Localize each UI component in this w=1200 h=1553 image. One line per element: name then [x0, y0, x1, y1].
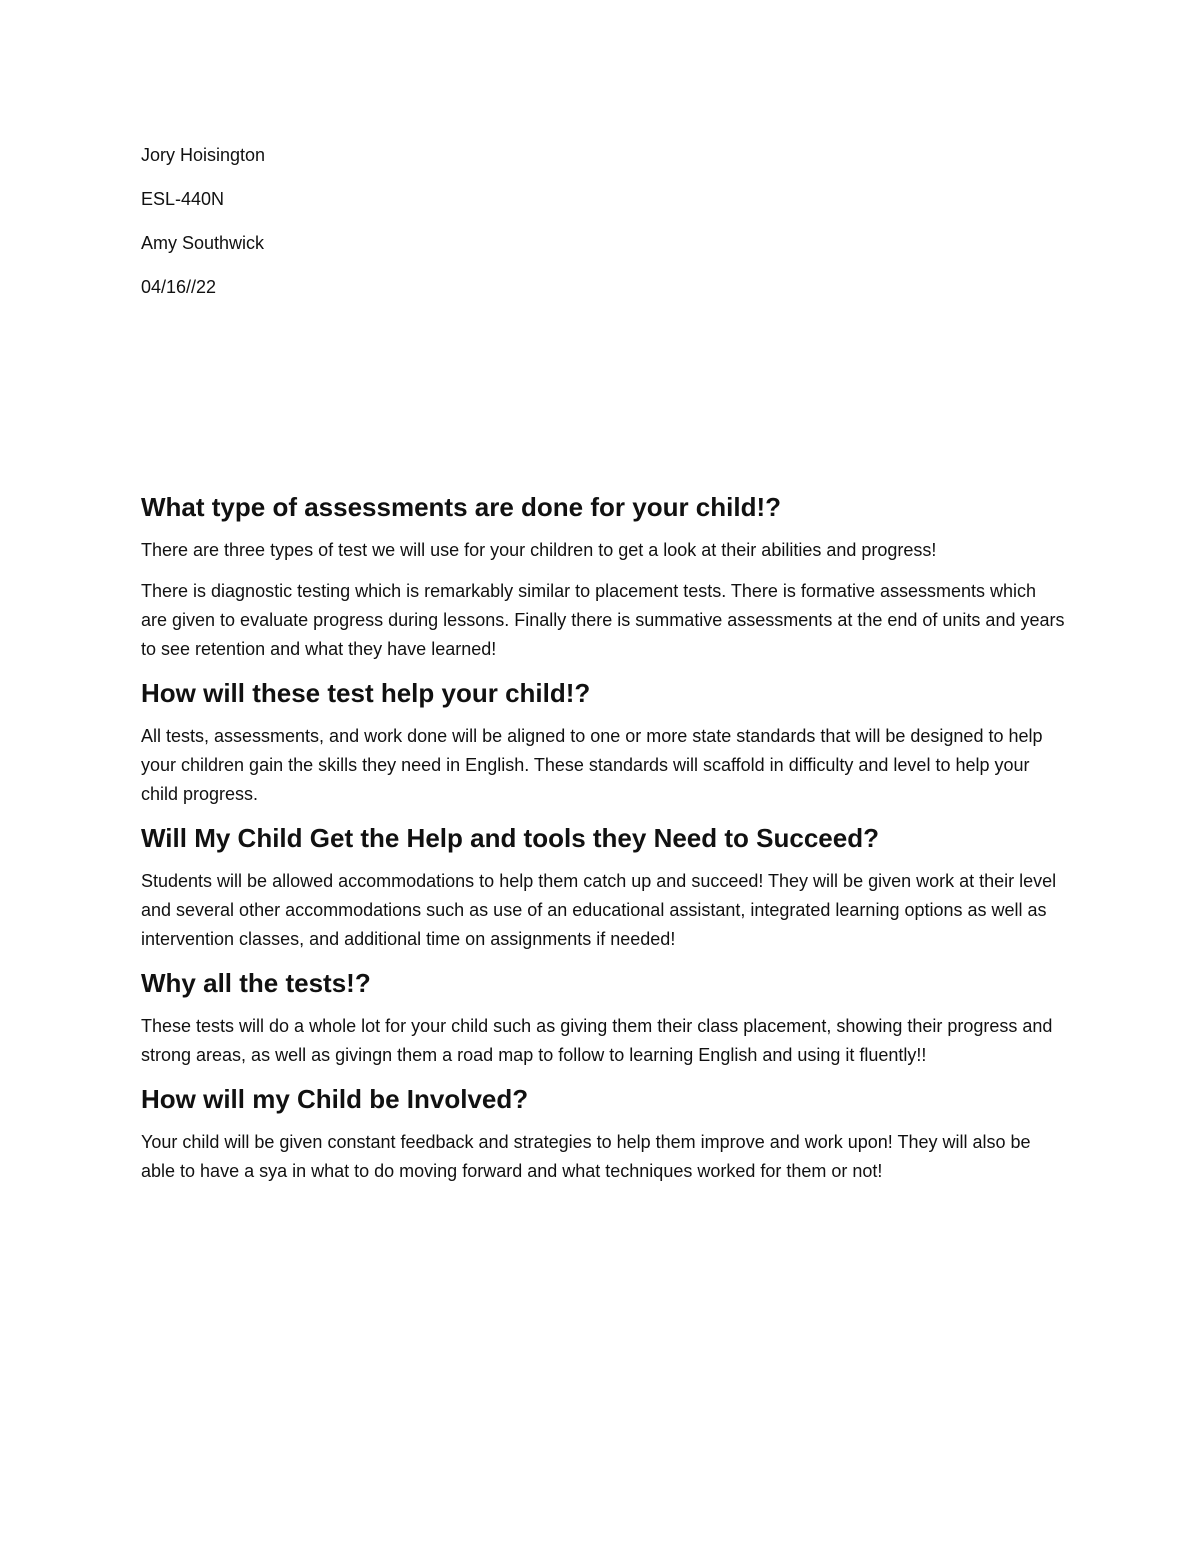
- course-code: ESL-440N: [141, 189, 225, 209]
- section-heading: Why all the tests!?: [141, 968, 371, 998]
- student-name: Jory Hoisington: [141, 145, 266, 165]
- instructor-name: Amy Southwick: [141, 233, 265, 253]
- section-paragraph: All tests, assessments, and work done will be aligned to one or more state standards that will be designed to help your children gain the skills they need in English. These standards will scaffold in difficulty and level to help your child progress.: [141, 726, 1043, 804]
- section-paragraph: Your child will be given constant feedback and strategies to help them improve and work upon! They will also be able to have a sya in what to do moving forward and what techniques worked for them or not!: [141, 1132, 1031, 1181]
- document-content: [141, 142, 1066, 1198]
- section-how-tests-help: [141, 676, 1066, 809]
- section-paragraph: Students will be allowed accommodations to help them catch up and succeed! They will be given work at their level and several other accommodations such as use of an educational assistant, integrated learning options as well as intervention classes, and additional time on assignments if needed!: [141, 871, 1057, 949]
- section-paragraph: These tests will do a whole lot for your child such as giving them their class placement, showing their progress and strong areas, as well as givingn them a road map to follow to learning English and using it fluently!!: [141, 1016, 1053, 1065]
- section-paragraph: There are three types of test we will use for your children to get a look at their abilities and progress!: [141, 540, 937, 560]
- section-heading: What type of assessments are done for your child!?: [141, 492, 782, 522]
- section-paragraph: There is diagnostic testing which is remarkably similar to placement tests. There is formative assessments which are given to evaluate progress during lessons. Finally there is summative assessments at the end of units and years to see retention and what they have learned!: [141, 581, 1065, 659]
- section-child-involvement: [141, 1082, 1066, 1186]
- header-block: [141, 142, 1066, 300]
- section-heading: How will my Child be Involved?: [141, 1084, 529, 1114]
- section-heading: Will My Child Get the Help and tools they Need to Succeed?: [141, 823, 879, 853]
- section-heading: How will these test help your child!?: [141, 678, 591, 708]
- section-why-tests: [141, 966, 1066, 1070]
- document-date: 04/16//22: [141, 277, 217, 297]
- section-assessment-types: [141, 490, 1066, 664]
- section-help-and-tools: [141, 821, 1066, 954]
